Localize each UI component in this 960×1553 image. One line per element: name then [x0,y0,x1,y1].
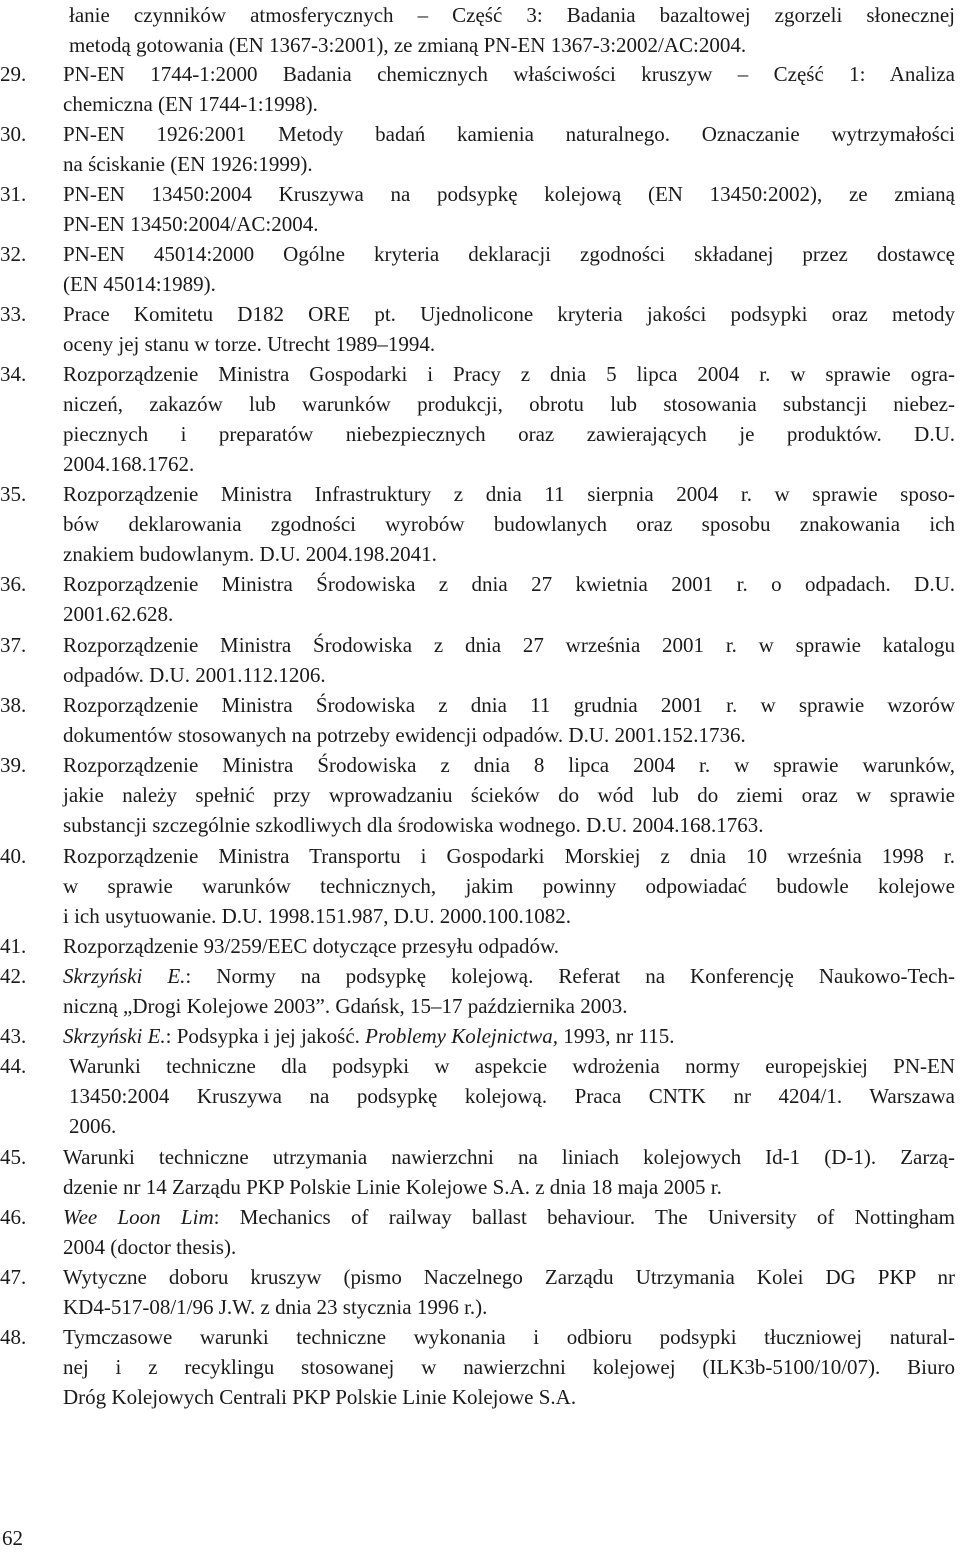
reference-journal: Problemy Kolejnictwa, [365,1024,558,1048]
reference-line: 2004 (doctor thesis). [63,1235,237,1259]
reference-number: 34. [0,362,27,386]
reference-text [63,841,955,931]
reference-number: 35. [0,482,27,506]
reference-line-tail: 1993, nr 115. [558,1024,675,1048]
reference-text [63,750,955,840]
reference-number: 30. [0,122,27,146]
reference-line: Tymczasowe warunki techniczne wykonania i odbioru podsypki tłuczniowej natural- [63,1325,955,1349]
reference-text [63,690,955,750]
reference-line: 2001.62.628. [63,602,174,626]
reference-number: 32. [0,242,27,266]
reference-line: 2006. [69,1114,117,1138]
reference-line: PN-EN 13450:2004 Kruszywa na podsypkę kolejową (EN 13450:2002), ze zmianą [63,182,955,206]
reference-line: PN-EN 1926:2001 Metody badań kamienia naturalnego. Oznaczanie wytrzymałości [63,122,955,146]
reference-line: Rozporządzenie Ministra Środowiska z dnia 27 września 2001 r. w sprawie katalogu [63,633,955,657]
reference-author: Skrzyński E. [63,964,186,988]
reference-text [63,961,955,1021]
reference-line: na ściskanie (EN 1926:1999). [63,152,313,176]
reference-line-rest: : Normy na podsypkę kolejową. Referat na Konferencję Naukowo-Tech- [185,964,955,988]
reference-number: 43. [0,1024,27,1048]
reference-line: KD4-517-08/1/96 J.W. z dnia 23 stycznia 1996 r.). [63,1295,488,1319]
reference-line: znakiem budowlanym. D.U. 2004.198.2041. [63,542,437,566]
reference-number: 47. [0,1265,27,1289]
reference-text [63,299,955,359]
reference-line: dzenie nr 14 Zarządu PKP Polskie Linie Kolejowe S.A. z dnia 18 maja 2005 r. [63,1175,722,1199]
reference-line: łanie czynników atmosferycznych – Część 3: Badania bazaltowej zgorzeli słonecznej [69,3,955,27]
reference-number: 33. [0,302,27,326]
reference-line [63,1021,955,1051]
reference-line: Wytyczne doboru kruszyw (pismo Naczelnego Zarządu Utrzymania Kolei DG PKP nr [63,1265,955,1289]
reference-number: 41. [0,934,27,958]
reference-line: oceny jej stanu w torze. Utrecht 1989–1994. [63,332,436,356]
reference-author: Wee Loon Lim [63,1205,214,1229]
reference-text [63,179,955,239]
reference-number: 38. [0,693,27,717]
reference-line: PN-EN 45014:2000 Ogólne kryteria deklaracji zgodności składanej przez dostawcę [63,242,955,266]
reference-text [69,0,955,60]
reference-line: Rozporządzenie Ministra Środowiska z dnia 11 grudnia 2001 r. w sprawie wzorów [63,693,955,717]
reference-text [63,1021,955,1051]
reference-line: jakie należy spełnić przy wprowadzaniu ścieków do wód lub do ziemi oraz w sprawie [63,783,955,807]
reference-line: 13450:2004 Kruszywa na podsypkę kolejową. Praca CNTK nr 4204/1. Warszawa [69,1084,955,1108]
reference-line: Rozporządzenie 93/259/EEC dotyczące przesyłu odpadów. [63,934,560,958]
reference-number: 31. [0,182,27,206]
reference-number: 42. [0,964,27,988]
reference-line: niczną „Drogi Kolejowe 2003”. Gdańsk, 15–17 października 2003. [63,994,628,1018]
reference-line: substancji szczególnie szkodliwych dla środowiska wodnego. D.U. 2004.168.1763. [63,813,764,837]
reference-text [63,479,955,569]
reference-text [63,931,955,961]
reference-line: PN-EN 13450:2004/AC:2004. [63,212,319,236]
reference-line: niczeń, zakazów lub warunków produkcji, obrotu lub stosowania substancji niebez- [63,392,955,416]
reference-line: Rozporządzenie Ministra Środowiska z dnia 8 lipca 2004 r. w sprawie warunków, [63,753,955,777]
reference-line: nej i z recyklingu stosowanej w nawierzchni kolejowej (ILK3b-5100/10/07). Biuro [63,1355,955,1379]
reference-line: 2004.168.1762. [63,452,195,476]
reference-number: 39. [0,753,27,777]
reference-number: 36. [0,572,27,596]
reference-line: odpadów. D.U. 2001.112.1206. [63,663,326,687]
reference-text [63,239,955,299]
reference-number: 48. [0,1325,27,1349]
reference-line: bów deklarowania zgodności wyrobów budowlanych oraz sposobu znakowania ich [63,512,955,536]
reference-line: PN-EN 1744-1:2000 Badania chemicznych właściwości kruszyw – Część 1: Analiza [63,62,955,86]
reference-line [63,961,955,991]
reference-text [63,359,955,479]
reference-text [63,1142,955,1202]
reference-author: Skrzyński E. [63,1024,166,1048]
reference-line: Rozporządzenie Ministra Środowiska z dnia 27 kwietnia 2001 r. o odpadach. D.U. [63,572,955,596]
reference-text [63,1322,955,1412]
reference-text [63,1262,955,1322]
page-number: 62 [2,1526,23,1550]
reference-line: Rozporządzenie Ministra Infrastruktury z dnia 11 sierpnia 2004 r. w sprawie sposo- [63,482,955,506]
reference-number: 29. [0,62,27,86]
reference-line: chemiczna (EN 1744-1:1998). [63,92,318,116]
reference-number: 40. [0,844,27,868]
reference-line: Dróg Kolejowych Centrali PKP Polskie Linie Kolejowe S.A. [63,1385,577,1409]
reference-line: (EN 45014:1989). [63,272,216,296]
reference-line [63,1202,955,1232]
reference-text [63,1202,955,1262]
reference-line: piecznych i preparatów niebezpiecznych oraz zawierających je produktów. D.U. [63,422,955,446]
reference-number: 45. [0,1145,27,1169]
reference-text [63,119,955,179]
reference-line: i ich usytuowanie. D.U. 1998.151.987, D.U. 2000.100.1082. [63,904,572,928]
reference-line: Warunki techniczne dla podsypki w aspekcie wdrożenia normy europejskiej PN-EN [69,1054,955,1078]
reference-text [63,630,955,690]
reference-line: w sprawie warunków technicznych, jakim powinny odpowiadać budowle kolejowe [63,874,955,898]
reference-number: 46. [0,1205,27,1229]
reference-number: 44. [0,1054,27,1078]
reference-line-rest: : Mechanics of railway ballast behaviour. The University of Nottingham [213,1205,955,1229]
reference-text [63,59,955,119]
reference-line: Warunki techniczne utrzymania nawierzchni na liniach kolejowych Id-1 (D-1). Zarzą- [63,1145,955,1169]
reference-line: dokumentów stosowanych na potrzeby ewidencji odpadów. D.U. 2001.152.1736. [63,723,746,747]
reference-number: 37. [0,633,27,657]
reference-line: metodą gotowania (EN 1367-3:2001), ze zmianą PN-EN 1367-3:2002/AC:2004. [69,33,747,57]
reference-line: Rozporządzenie Ministra Gospodarki i Pracy z dnia 5 lipca 2004 r. w sprawie ogra- [63,362,955,386]
reference-line: Prace Komitetu D182 ORE pt. Ujednolicone kryteria jakości podsypki oraz metody [63,302,955,326]
reference-line-rest: : Podsypka i jej jakość. [165,1024,366,1048]
reference-line: Rozporządzenie Ministra Transportu i Gospodarki Morskiej z dnia 10 września 1998 r. [63,844,955,868]
reference-text [63,569,955,629]
reference-text [69,1051,955,1141]
